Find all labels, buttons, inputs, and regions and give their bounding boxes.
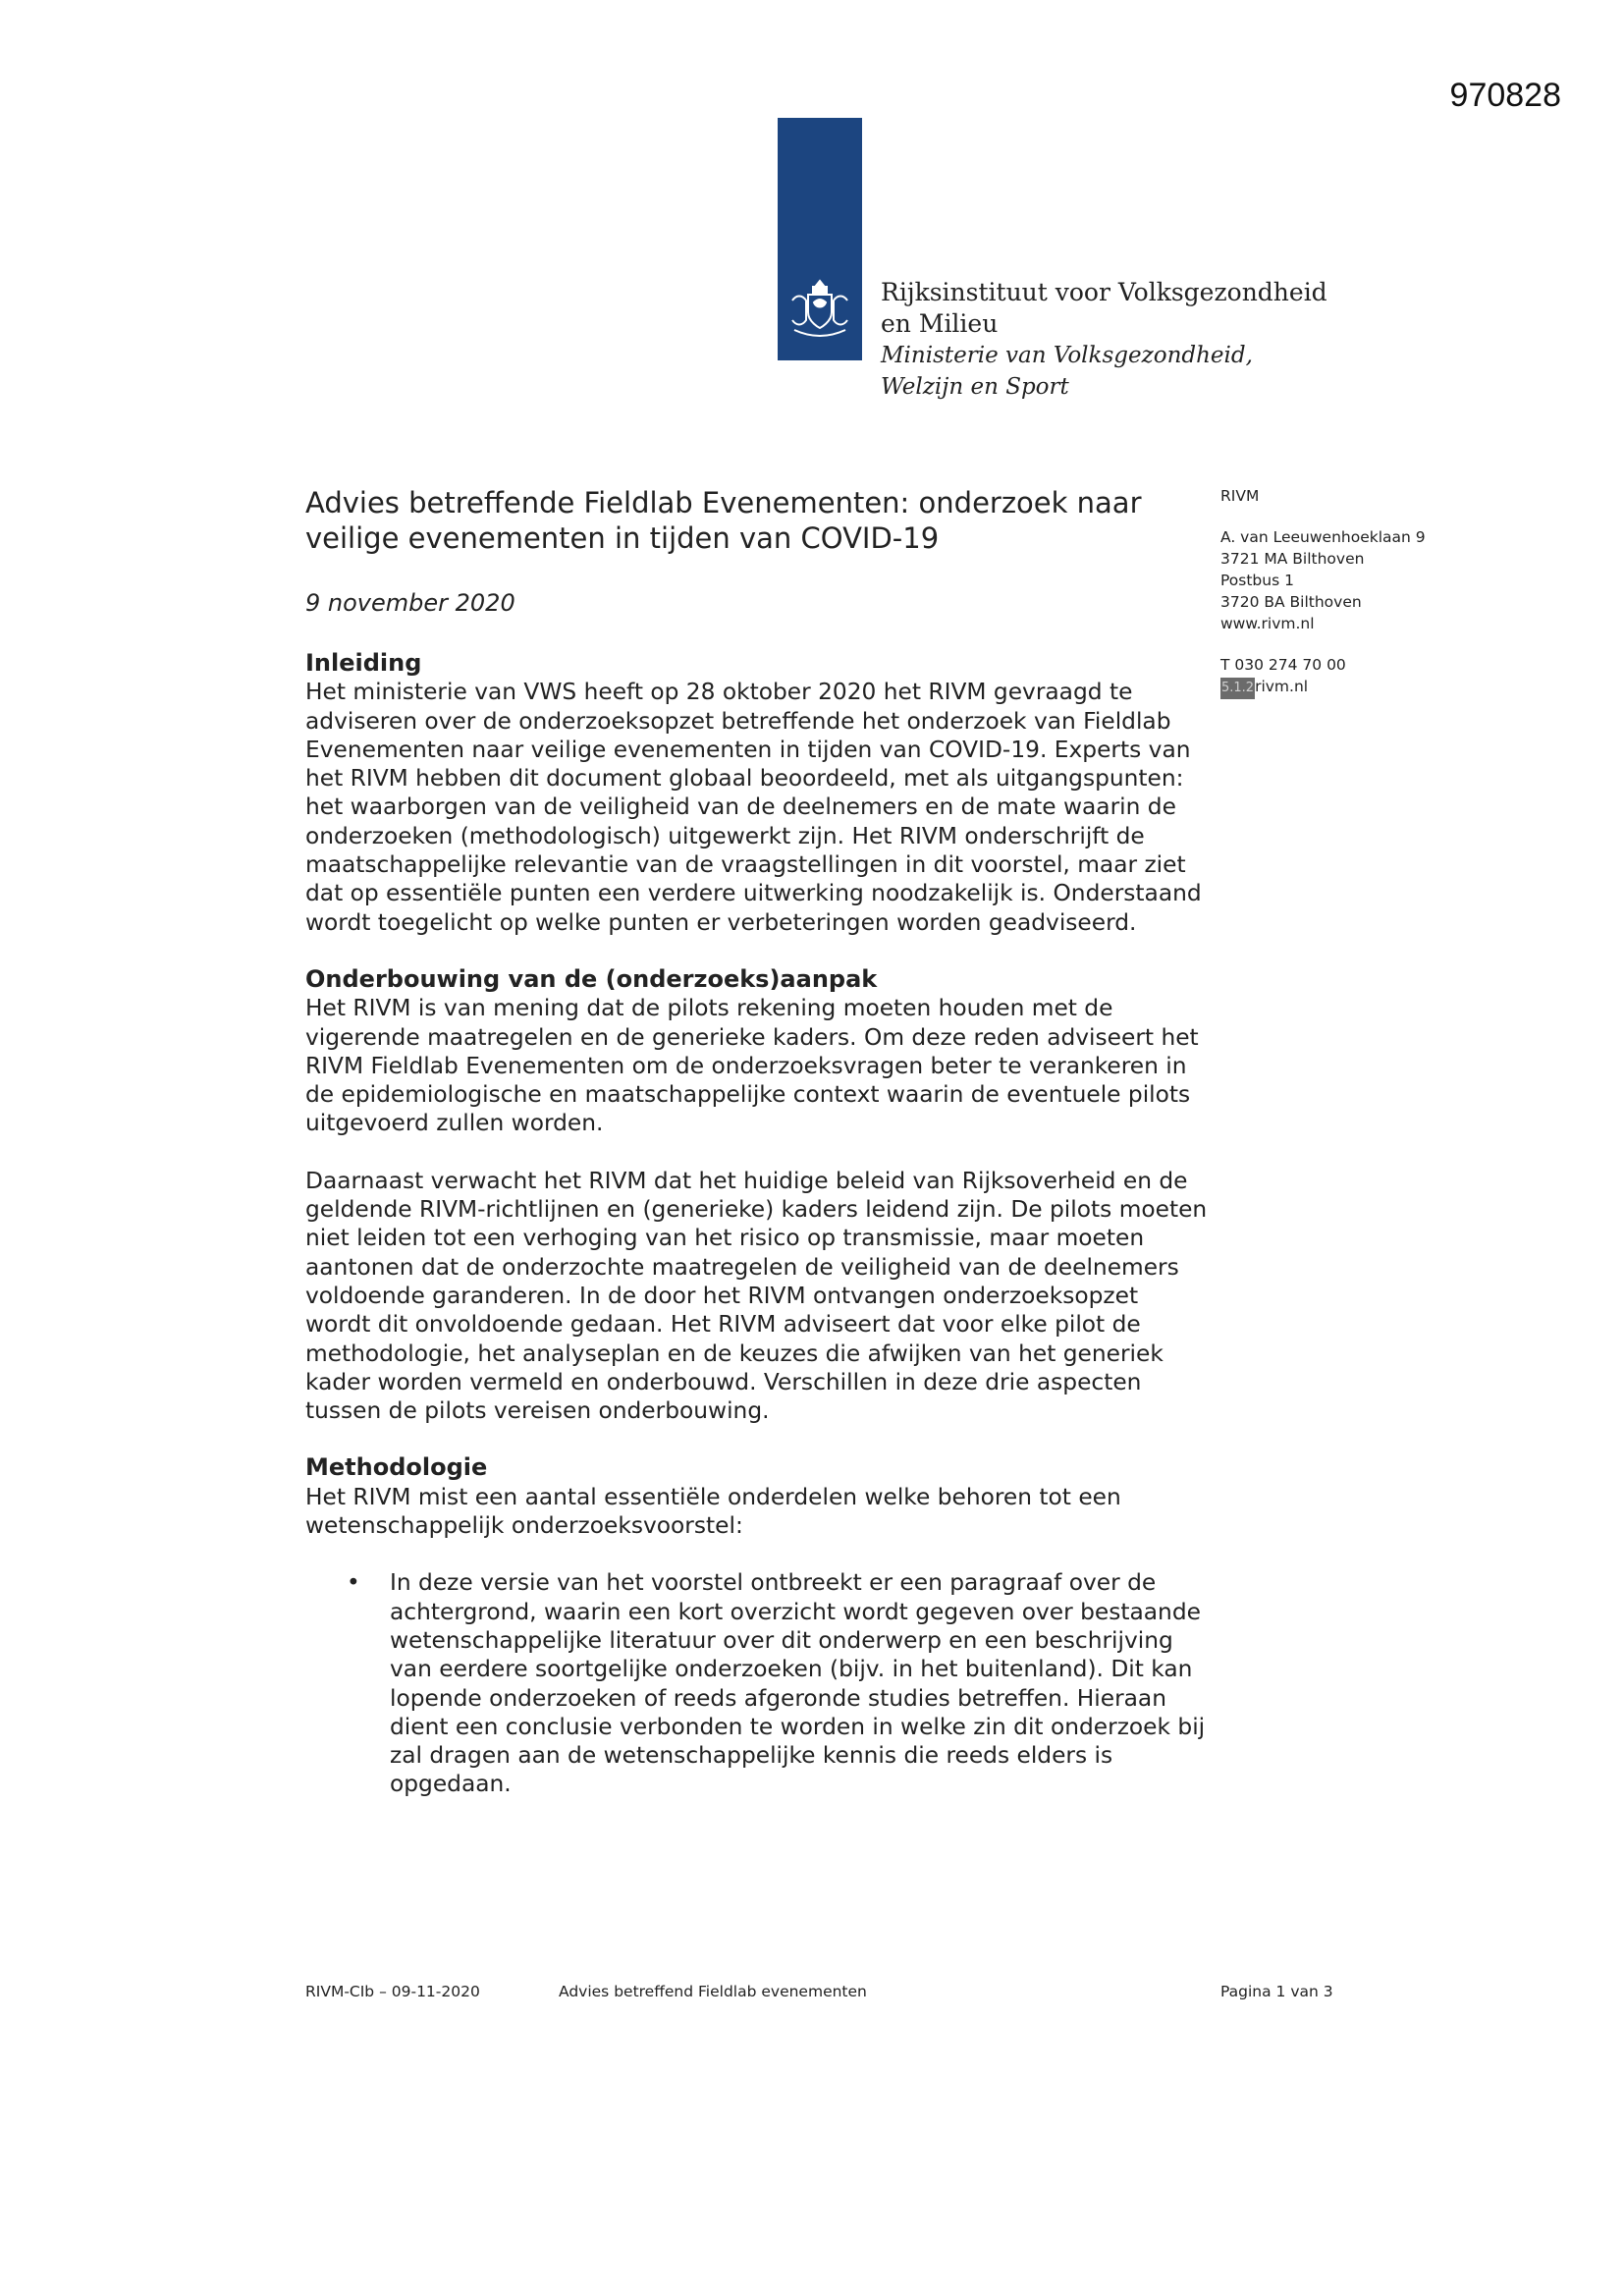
logo-text [881, 277, 1327, 403]
paragraph-onderbouwing-2: Daarnaast verwacht het RIVM dat het huidige beleid van Rijksoverheid en de geldende RIVM-richtlijnen en (generieke) kaders leidend zijn. De pilots moeten niet leiden tot een verhoging van het risico op transmissie, maar moeten aantonen dat de onderzochte maatregelen de veiligheid van de deelnemers voldoende garanderen. In de door het RIVM ontvangen onderzoeksopzet wordt dit onvoldoende gedaan. Het RIVM adviseert dat voor elke pilot de methodologie, het analyseplan en de keuzes die afwijken van het generiek kader worden vermeld en onderbouwd. Verschillen in deze drie aspecten tussen de pilots vereisen onderbouwing. [305, 1167, 1208, 1425]
address-line-3: Postbus 1 [1220, 572, 1294, 589]
bullet-icon: • [347, 1569, 360, 1597]
document-title: Advies betreffende Fieldlab Evenementen: onderzoek naar veilige evenementen in tijden van COVID-19 [305, 486, 1142, 555]
address-line-2: 3721 MA Bilthoven [1220, 550, 1365, 568]
section-heading-inleiding: Inleiding [305, 649, 422, 677]
footer-page-number: Pagina 1 van 3 [1220, 1983, 1333, 2000]
sender-org: RIVM [1220, 487, 1260, 505]
phone: T 030 274 70 00 [1220, 656, 1346, 674]
paragraph-inleiding: Het ministerie van VWS heeft op 28 oktober 2020 het RIVM gevraagd te adviseren over de onderzoeksopzet betreffende het onderzoek van Fieldlab Evenementen naar veilige evenementen in tijden van COVID-19. Experts van het RIVM hebben dit document globaal beoordeeld, met als uitgangspunten: het waarborgen van de veiligheid van de deelnemers en de mate waarin de onderzoeken (methodologisch) uitgewerkt zijn. Het RIVM onderschrijft de maatschappelijke relevantie van de vraagstellingen in dit voorstel, maar ziet dat op essentiële punten een verdere uitwerking noodzakelijk is. Onderstaand wordt toegelicht op welke punten er verbeteringen worden geadviseerd. [305, 679, 1202, 936]
logo-line-2: en Milieu [881, 309, 999, 338]
section-heading-methodologie: Methodologie [305, 1453, 488, 1482]
footer-reference: RIVM-CIb – 09-11-2020 [305, 1983, 480, 2000]
methodologie-list [305, 1568, 1209, 1798]
email [1220, 676, 1446, 699]
coat-of-arms-icon [785, 275, 855, 342]
logo-line-1: Rijksinstituut voor Volksgezondheid [881, 278, 1327, 306]
redaction-mark: 5.1.2 [1220, 678, 1255, 699]
address-line-1: A. van Leeuwenhoeklaan 9 [1220, 528, 1426, 546]
paragraph-methodologie: Het RIVM mist een aantal essentiële onderdelen welke behoren tot een wetenschappelijk onderzoeksvoorstel: [305, 1483, 1121, 1540]
email-suffix: rivm.nl [1255, 678, 1309, 695]
section-heading-onderbouwing: Onderbouwing van de (onderzoeks)aanpak [305, 964, 878, 993]
website: www.rivm.nl [1220, 615, 1315, 632]
paragraph-onderbouwing-1: Het RIVM is van mening dat de pilots rekening moeten houden met de vigerende maatregelen en de generieke kaders. Om deze reden adviseert het RIVM Fieldlab Evenementen om de onderzoeksvragen beter te verankeren in de epidemiologische en maatschappelijke context waarin de eventuele pilots uitgevoerd zullen worden. [305, 995, 1199, 1137]
list-item-text: In deze versie van het voorstel ontbreekt er een paragraaf over de achtergrond, waarin een kort overzicht wordt gegeven over bestaande wetenschappelijke literatuur over dit onderwerp en een beschrijving van eerdere soortgelijke onderzoeken (bijv. in het buitenland). Dit kan lopende onderzoeken of reeds afgeronde studies betreffen. Hieraan dient een conclusie verbonden te worden in welke zin dit onderzoek bij zal dragen aan de wetenschappelijke kennis die reeds elders is opgedaan. [390, 1569, 1206, 1798]
rijksoverheid-logo-bar [778, 118, 862, 360]
sender-address-block [1220, 485, 1446, 699]
footer-subject: Advies betreffend Fieldlab evenementen [559, 1983, 867, 2000]
list-item [347, 1568, 1209, 1798]
document-body [305, 649, 1209, 1799]
address-line-4: 3720 BA Bilthoven [1220, 593, 1362, 611]
logo-line-4: Welzijn en Sport [881, 374, 1069, 400]
logo-line-3: Ministerie van Volksgezondheid, [881, 343, 1253, 368]
document-date: 9 november 2020 [305, 589, 515, 617]
document-number: 970828 [1449, 77, 1561, 114]
